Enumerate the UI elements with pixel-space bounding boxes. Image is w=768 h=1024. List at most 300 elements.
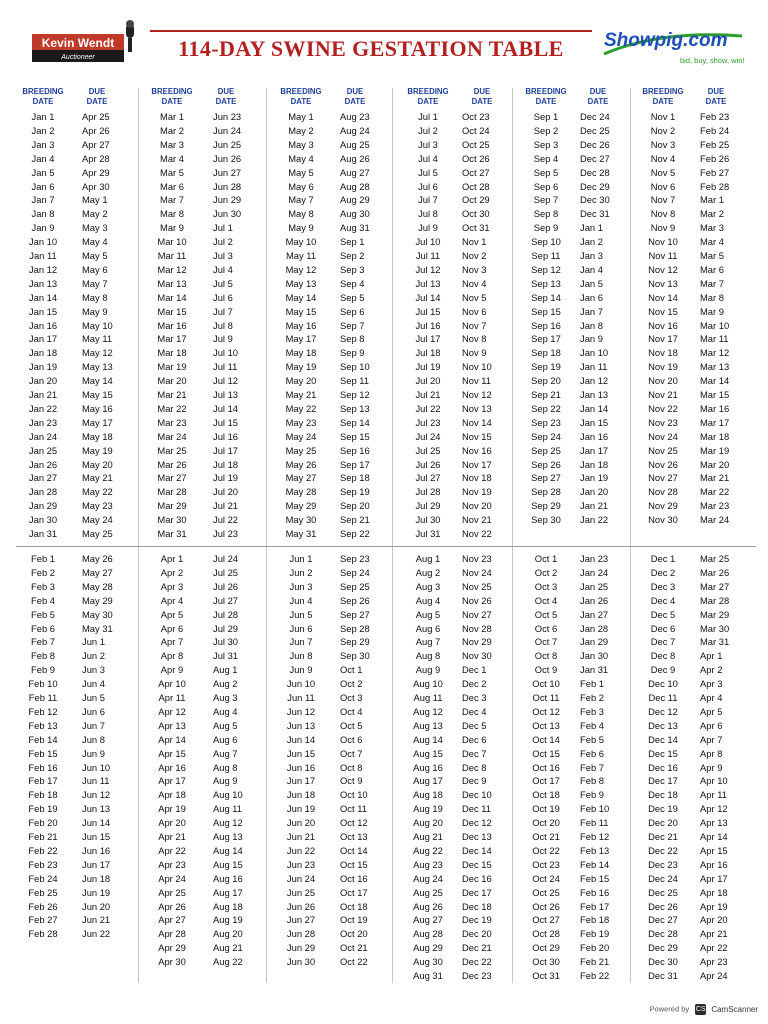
due-date-cell: Dec 21 <box>462 942 492 954</box>
due-date-cell: Apr 6 <box>700 719 723 731</box>
due-date-cell: Mar 11 <box>700 333 729 345</box>
due-date-cell: Nov 22 <box>462 528 492 539</box>
breeding-date-cell: Jun 9 <box>289 664 313 676</box>
due-date-cell: Apr 13 <box>700 817 728 829</box>
due-date-cell: May 16 <box>82 402 113 414</box>
breeding-date-cell: Sep 22 <box>531 402 561 414</box>
breeding-date-cell: Sep 1 <box>533 111 559 122</box>
due-date-cell: Oct 2 <box>340 678 363 690</box>
breeding-date-cell: Oct 21 <box>532 831 560 842</box>
due-date-cell: Jul 29 <box>213 622 239 634</box>
breeding-date-cell: Aug 25 <box>413 886 443 898</box>
breeding-date-header: BREEDING DATE <box>407 87 449 106</box>
breeding-date-cell: Sep 23 <box>531 416 561 428</box>
due-date-cell: Jul 26 <box>213 580 239 592</box>
breeding-date-cell: Nov 14 <box>648 291 678 303</box>
due-date-cell: Dec 7 <box>462 747 487 759</box>
due-date-cell: Oct 29 <box>462 194 490 206</box>
section-divider <box>16 546 756 547</box>
breeding-date-cell: Nov 17 <box>648 333 678 345</box>
breeding-date-cell: Sep 12 <box>531 263 561 275</box>
breeding-date-cell: Sep 13 <box>531 277 561 289</box>
breeding-date-cell: Feb 15 <box>28 747 58 759</box>
breeding-date-cell: Nov 28 <box>648 486 678 498</box>
breeding-date-cell: Sep 27 <box>531 472 561 484</box>
footer <box>650 1004 758 1018</box>
due-date-cell: Nov 4 <box>462 277 487 289</box>
breeding-date-cell: Nov 2 <box>650 124 676 136</box>
breeding-date-cell: Oct 18 <box>532 789 560 801</box>
due-date-cell: Nov 10 <box>462 361 492 373</box>
breeding-date-cell: Jul 23 <box>415 416 441 428</box>
due-date-cell: Nov 15 <box>462 430 492 442</box>
due-date-cell: Jan 28 <box>580 622 609 634</box>
breeding-date-cell: May 10 <box>285 236 317 248</box>
due-date-cell: Jan 27 <box>580 608 609 620</box>
due-date-cell: Jan 8 <box>580 319 603 331</box>
breeding-date-cell: Mar 18 <box>157 347 187 359</box>
breeding-date-cell: Jul 7 <box>418 194 438 206</box>
breeding-date-cell: Feb 3 <box>31 580 55 592</box>
breeding-date-cell: Jun 14 <box>286 733 316 745</box>
due-date-cell: Sep 1 <box>340 236 365 248</box>
due-date-cell: May 25 <box>82 528 113 539</box>
due-date-cell: Aug 10 <box>213 789 243 801</box>
breeding-date-cell: Sep 20 <box>531 375 561 387</box>
due-date-cell: Nov 26 <box>462 594 492 606</box>
breeding-date-cell: Mar 17 <box>157 333 187 345</box>
due-date-cell: Apr 2 <box>700 664 723 676</box>
breeding-date-cell: Nov 25 <box>648 444 678 456</box>
breeding-date-cell: Aug 22 <box>413 844 443 856</box>
due-date-cell: Dec 20 <box>462 928 492 940</box>
due-date-cell: Sep 12 <box>340 389 370 400</box>
due-date-cell: May 12 <box>82 347 113 359</box>
due-date-cell: Nov 9 <box>462 347 487 359</box>
due-date-cell: Oct 24 <box>462 124 490 136</box>
due-date-cell: Sep 25 <box>340 580 370 592</box>
breeding-date-cell: Jul 21 <box>415 389 441 400</box>
due-date-cell: Jun 28 <box>213 180 242 192</box>
due-date-cell: May 1 <box>82 194 108 206</box>
due-date-cell: Oct 1 <box>340 664 363 676</box>
breeding-date-cell: Oct 28 <box>532 928 560 940</box>
breeding-date-cell: Oct 9 <box>534 664 558 676</box>
due-date-cell: Jun 14 <box>82 817 111 829</box>
due-date-cell: Feb 26 <box>700 152 730 164</box>
due-date-cell: Mar 16 <box>700 402 730 414</box>
due-date-cell: Jul 3 <box>213 250 233 261</box>
breeding-date-cell: Aug 12 <box>413 705 443 717</box>
breeding-date-cell: Feb 7 <box>31 636 55 648</box>
due-date-cell: Oct 31 <box>462 222 490 234</box>
breeding-date-cell: Apr 30 <box>158 956 186 968</box>
breeding-date-cell: Feb 25 <box>28 886 58 898</box>
due-date-cell: Oct 25 <box>462 138 490 150</box>
breeding-date-cell: Feb 14 <box>28 733 58 745</box>
due-date-header: DUE DATE <box>215 87 237 106</box>
due-date-cell: Mar 28 <box>700 594 730 606</box>
breeding-date-cell: Mar 30 <box>157 514 187 526</box>
breeding-date-cell: Jun 25 <box>286 886 316 898</box>
due-date-cell: Feb 12 <box>580 831 610 842</box>
due-date-cell: Oct 27 <box>462 166 490 178</box>
due-date-cell: Dec 27 <box>580 152 610 164</box>
breeding-date-cell: Oct 15 <box>532 747 560 759</box>
breeding-date-cell: May 21 <box>285 389 317 400</box>
breeding-date-cell: Jul 16 <box>415 319 441 331</box>
breeding-date-cell: Mar 14 <box>157 291 187 303</box>
due-date-cell: Aug 11 <box>213 803 243 815</box>
breeding-date-cell: May 23 <box>285 416 317 428</box>
breeding-date-cell: Aug 28 <box>413 928 443 940</box>
due-date-cell: Nov 24 <box>462 566 492 578</box>
due-date-cell: Oct 13 <box>340 831 368 842</box>
due-date-cell: May 2 <box>82 208 108 220</box>
breeding-date-cell: Sep 21 <box>531 389 561 400</box>
breeding-date-cell: Oct 11 <box>532 692 560 703</box>
breeding-date-cell: Oct 17 <box>532 775 560 787</box>
breeding-date-cell: Aug 31 <box>413 970 443 981</box>
breeding-date-cell: Dec 12 <box>648 705 678 717</box>
breeding-date-cell: Jan 3 <box>31 138 55 150</box>
breeding-date-cell: Mar 4 <box>160 152 184 164</box>
breeding-date-cell: Jul 5 <box>418 166 438 178</box>
breeding-date-cell: Jun 8 <box>289 650 313 662</box>
due-date-cell: Sep 11 <box>340 375 370 387</box>
due-date-cell: Oct 8 <box>340 761 363 773</box>
due-date-cell: May 9 <box>82 305 108 317</box>
due-date-cell: Aug 28 <box>340 180 370 192</box>
due-date-cell: Aug 24 <box>340 124 370 136</box>
due-date-cell: Nov 13 <box>462 402 492 414</box>
breeding-date-cell: Sep 24 <box>531 430 561 442</box>
due-date-cell: Sep 10 <box>340 361 370 373</box>
due-date-cell: Sep 27 <box>340 608 370 620</box>
breeding-date-cell: Jul 14 <box>415 291 441 303</box>
breeding-date-cell: Jul 17 <box>415 333 441 345</box>
due-date-cell: Sep 6 <box>340 305 365 317</box>
breeding-date-cell: Dec 13 <box>648 719 678 731</box>
breeding-date-cell: Jun 2 <box>289 566 313 578</box>
due-date-cell: Oct 19 <box>340 914 368 926</box>
due-date-cell: Apr 1 <box>700 650 723 662</box>
breeding-date-cell: Oct 10 <box>532 678 560 690</box>
breeding-date-cell: Oct 27 <box>532 914 560 926</box>
due-date-cell: Jan 18 <box>580 458 609 470</box>
due-date-cell: Mar 3 <box>700 222 724 234</box>
breeding-date-cell: Aug 24 <box>413 872 443 884</box>
breeding-date-cell: Aug 30 <box>413 956 443 968</box>
breeding-date-cell: Jan 28 <box>28 486 58 498</box>
due-date-cell: Jul 20 <box>213 486 239 498</box>
due-date-cell: Jan 3 <box>580 250 603 261</box>
breeding-date-cell: Apr 13 <box>158 719 186 731</box>
breeding-date-cell: Jun 28 <box>286 928 316 940</box>
breeding-date-cell: Oct 12 <box>532 705 560 717</box>
due-date-cell: Jun 4 <box>82 678 105 690</box>
breeding-date-cell: Mar 1 <box>160 111 184 122</box>
breeding-date-cell: Aug 29 <box>413 942 443 954</box>
breeding-date-cell: Aug 8 <box>415 650 441 662</box>
breeding-date-cell: Sep 28 <box>531 486 561 498</box>
due-date-cell: Jul 11 <box>213 361 238 373</box>
due-date-cell: Apr 7 <box>700 733 723 745</box>
due-date-cell: Jan 23 <box>580 553 609 564</box>
breeding-date-cell: Sep 19 <box>531 361 561 373</box>
due-date-cell: May 20 <box>82 458 113 470</box>
breeding-date-cell: Jan 10 <box>28 236 58 248</box>
due-date-cell: Nov 11 <box>462 375 492 387</box>
breeding-date-cell: May 24 <box>285 430 317 442</box>
due-date-cell: Jun 5 <box>82 692 105 703</box>
due-date-cell: Nov 14 <box>462 416 492 428</box>
breeding-date-cell: May 31 <box>285 528 317 539</box>
due-date-cell: Jan 16 <box>580 430 609 442</box>
due-date-cell: Dec 19 <box>462 914 492 926</box>
breeding-date-cell: Apr 4 <box>160 594 184 606</box>
due-date-cell: Nov 2 <box>462 250 487 261</box>
camscanner-icon: CS <box>695 1006 706 1013</box>
due-date-cell: Oct 17 <box>340 886 368 898</box>
due-date-cell: Jul 19 <box>213 472 239 484</box>
due-date-cell: Feb 9 <box>580 789 604 801</box>
breeding-date-cell: Jun 29 <box>286 942 316 954</box>
breeding-date-cell: Aug 19 <box>413 803 443 815</box>
due-date-cell: Apr 20 <box>700 914 728 926</box>
kevin-wendt-logo <box>28 18 146 68</box>
due-date-cell: Apr 21 <box>700 928 728 940</box>
due-date-cell: Jun 9 <box>82 747 105 759</box>
due-date-cell: Oct 15 <box>340 858 368 870</box>
due-date-cell: Jul 22 <box>213 514 239 526</box>
breeding-date-cell: Apr 20 <box>158 817 186 829</box>
due-date-cell: Oct 23 <box>462 111 490 122</box>
breeding-date-cell: Jul 13 <box>415 277 441 289</box>
due-date-cell: Jan 19 <box>580 472 609 484</box>
due-date-cell: Jun 27 <box>213 166 242 178</box>
breeding-date-cell: Nov 1 <box>650 111 676 122</box>
breeding-date-cell: Sep 25 <box>531 444 561 456</box>
breeding-date-cell: Aug 27 <box>413 914 443 926</box>
breeding-date-cell: Dec 21 <box>648 831 678 842</box>
breeding-date-cell: May 1 <box>288 111 314 122</box>
due-date-cell: Sep 2 <box>340 250 365 261</box>
due-date-cell: Mar 31 <box>700 636 730 648</box>
due-date-cell: Jan 31 <box>580 664 609 676</box>
breeding-date-cell: Mar 24 <box>157 430 187 442</box>
due-date-cell: May 23 <box>82 500 113 512</box>
due-date-cell: Nov 30 <box>462 650 492 662</box>
due-date-cell: May 6 <box>82 263 108 275</box>
breeding-date-cell: Oct 8 <box>534 650 558 662</box>
breeding-date-cell: Apr 12 <box>158 705 186 717</box>
breeding-date-cell: Feb 11 <box>28 692 58 703</box>
breeding-date-cell: Apr 2 <box>160 566 184 578</box>
due-date-cell: Oct 18 <box>340 900 368 912</box>
due-date-cell: Dec 2 <box>462 678 487 690</box>
due-date-cell: Sep 18 <box>340 472 370 484</box>
due-date-cell: Apr 30 <box>82 180 110 192</box>
due-date-cell: Feb 15 <box>580 872 610 884</box>
due-date-cell: Jan 6 <box>580 291 603 303</box>
due-date-cell: Jan 15 <box>580 416 609 428</box>
due-date-cell: Nov 16 <box>462 444 492 456</box>
breeding-date-cell: Dec 15 <box>648 747 678 759</box>
due-date-cell: Sep 24 <box>340 566 370 578</box>
due-date-cell: Aug 25 <box>340 138 370 150</box>
due-date-cell: Aug 5 <box>213 719 238 731</box>
due-date-cell: Apr 14 <box>700 831 728 842</box>
due-date-cell: Nov 3 <box>462 263 487 275</box>
due-date-cell: Mar 22 <box>700 486 730 498</box>
breeding-date-cell: Jul 9 <box>418 222 438 234</box>
breeding-date-cell: Jun 21 <box>286 831 316 842</box>
breeding-date-cell: Aug 9 <box>415 664 441 676</box>
due-date-cell: Feb 8 <box>580 775 604 787</box>
due-date-cell: Apr 16 <box>700 858 728 870</box>
breeding-date-cell: Jul 30 <box>415 514 441 526</box>
due-date-cell: Apr 24 <box>700 970 728 981</box>
due-date-cell: Sep 13 <box>340 402 370 414</box>
breeding-date-cell: Jan 8 <box>31 208 55 220</box>
breeding-date-cell: Jun 16 <box>286 761 316 773</box>
due-date-cell: Jul 30 <box>213 636 239 648</box>
breeding-date-cell: Oct 30 <box>532 956 560 968</box>
due-date-cell: Aug 9 <box>213 775 238 787</box>
breeding-date-cell: Jul 26 <box>415 458 441 470</box>
due-date-cell: Dec 6 <box>462 733 487 745</box>
due-date-cell: Mar 12 <box>700 347 730 359</box>
breeding-date-cell: May 27 <box>285 472 317 484</box>
due-date-cell: Sep 16 <box>340 444 370 456</box>
due-date-cell: May 18 <box>82 430 113 442</box>
breeding-date-cell: Nov 15 <box>648 305 678 317</box>
breeding-date-cell: Apr 6 <box>160 622 184 634</box>
due-date-cell: Mar 14 <box>700 375 730 387</box>
due-date-cell: Feb 21 <box>580 956 610 968</box>
breeding-date-cell: Dec 18 <box>648 789 678 801</box>
breeding-date-cell: May 16 <box>285 319 317 331</box>
showpig-tagline: bid, buy, show, win! <box>680 56 745 65</box>
breeding-date-cell: Apr 16 <box>158 761 186 773</box>
due-date-cell: Jan 10 <box>580 347 609 359</box>
due-date-cell: Dec 26 <box>580 138 610 150</box>
due-date-cell: Mar 13 <box>700 361 730 373</box>
breeding-date-cell: Aug 11 <box>413 692 443 703</box>
breeding-date-cell: Mar 29 <box>157 500 187 512</box>
due-date-cell: Nov 21 <box>462 514 492 526</box>
breeding-date-cell: Jun 5 <box>289 608 313 620</box>
breeding-date-cell: Nov 22 <box>648 402 678 414</box>
due-date-cell: May 13 <box>82 361 113 373</box>
breeding-date-cell: Nov 4 <box>650 152 676 164</box>
breeding-date-cell: Sep 30 <box>531 514 561 526</box>
breeding-date-cell: Feb 19 <box>28 803 58 815</box>
due-date-cell: Aug 30 <box>340 208 370 220</box>
due-date-cell: Oct 26 <box>462 152 490 164</box>
due-date-cell: Jul 14 <box>213 402 239 414</box>
due-date-cell: Jan 17 <box>580 444 609 456</box>
breeding-date-cell: Jun 6 <box>289 622 313 634</box>
breeding-date-cell: Aug 14 <box>413 733 443 745</box>
due-date-cell: Aug 23 <box>340 111 370 122</box>
breeding-date-cell: Dec 31 <box>648 970 678 981</box>
breeding-date-cell: Nov 11 <box>648 250 678 261</box>
breeding-date-cell: Dec 25 <box>648 886 678 898</box>
due-date-cell: Dec 12 <box>462 817 492 829</box>
due-date-cell: Mar 4 <box>700 236 724 248</box>
due-date-cell: Feb 14 <box>580 858 610 870</box>
due-date-cell: Feb 7 <box>580 761 604 773</box>
due-date-cell: Oct 12 <box>340 817 368 829</box>
due-date-cell: Aug 13 <box>213 831 243 842</box>
breeding-date-cell: Mar 2 <box>160 124 184 136</box>
breeding-date-cell: Dec 29 <box>648 942 678 954</box>
breeding-date-cell: Jun 30 <box>286 956 316 968</box>
breeding-date-cell: Jun 4 <box>289 594 313 606</box>
due-date-cell: Nov 8 <box>462 333 487 345</box>
due-date-cell: Dec 30 <box>580 194 610 206</box>
due-date-cell: Aug 18 <box>213 900 243 912</box>
due-date-cell: Feb 20 <box>580 942 610 954</box>
breeding-date-header: BREEDING DATE <box>151 87 193 106</box>
breeding-date-cell: Aug 26 <box>413 900 443 912</box>
due-date-cell: May 10 <box>82 319 113 331</box>
breeding-date-cell: Mar 16 <box>157 319 187 331</box>
breeding-date-cell: Feb 23 <box>28 858 58 870</box>
due-date-cell: Aug 2 <box>213 678 238 690</box>
due-date-cell: Apr 27 <box>82 138 110 150</box>
due-date-cell: Feb 2 <box>580 692 604 703</box>
breeding-date-cell: Dec 14 <box>648 733 678 745</box>
breeding-date-cell: Nov 29 <box>648 500 678 512</box>
breeding-date-cell: Dec 11 <box>648 692 678 703</box>
due-date-cell: Dec 18 <box>462 900 492 912</box>
breeding-date-cell: Dec 23 <box>648 858 678 870</box>
due-date-cell: Mar 21 <box>700 472 730 484</box>
breeding-date-cell: Sep 6 <box>533 180 559 192</box>
due-date-cell: Oct 21 <box>340 942 368 954</box>
due-date-cell: Dec 17 <box>462 886 492 898</box>
due-date-cell: Jun 20 <box>82 900 111 912</box>
due-date-cell: Apr 29 <box>82 166 110 178</box>
breeding-date-cell: Oct 24 <box>532 872 560 884</box>
breeding-date-cell: Aug 2 <box>415 566 441 578</box>
breeding-date-cell: Sep 11 <box>531 250 561 261</box>
breeding-date-cell: Dec 28 <box>648 928 678 940</box>
due-date-cell: Apr 9 <box>700 761 723 773</box>
breeding-date-cell: Aug 10 <box>413 678 443 690</box>
breeding-date-cell: Aug 5 <box>415 608 441 620</box>
breeding-date-cell: Apr 5 <box>160 608 184 620</box>
due-date-cell: Sep 30 <box>340 650 370 662</box>
breeding-date-cell: Jun 10 <box>286 678 316 690</box>
due-date-cell: Aug 12 <box>213 817 243 829</box>
breeding-date-cell: May 12 <box>285 263 317 275</box>
due-date-cell: Dec 31 <box>580 208 610 220</box>
due-date-cell: Jun 30 <box>213 208 242 220</box>
breeding-date-cell: May 2 <box>288 124 314 136</box>
breeding-date-cell: Jun 12 <box>286 705 316 717</box>
due-date-cell: Dec 4 <box>462 705 487 717</box>
breeding-date-cell: Apr 25 <box>158 886 186 898</box>
breeding-date-cell: Mar 31 <box>157 528 187 539</box>
due-date-cell: Nov 18 <box>462 472 492 484</box>
breeding-date-cell: Feb 22 <box>28 844 58 856</box>
breeding-date-cell: Jan 7 <box>31 194 55 206</box>
breeding-date-cell: May 6 <box>288 180 314 192</box>
